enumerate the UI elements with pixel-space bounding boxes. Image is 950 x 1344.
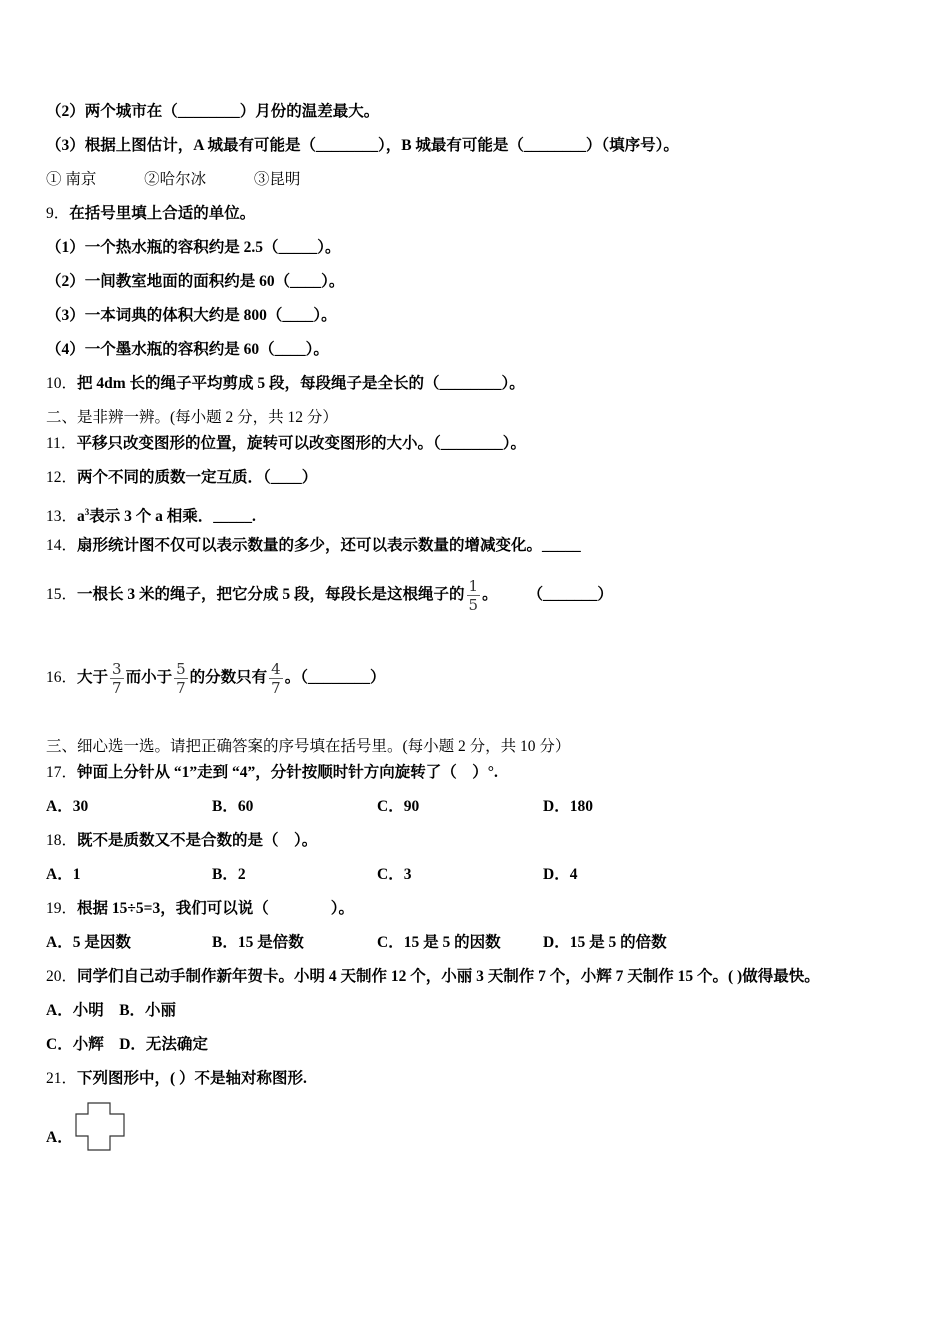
q19 [46, 899, 354, 919]
text-part: 的分数只有 [189, 669, 268, 686]
q21-option-a-label: A． [46, 1129, 73, 1146]
q19-option-a: A．5 是因数 [46, 934, 131, 951]
q19-option-b: B．15 是倍数 [212, 934, 304, 951]
fraction-numerator: 4 [271, 659, 281, 678]
q19-option-d: D．15 是 5 的倍数 [543, 934, 667, 951]
cross-shape-figure [74, 1102, 126, 1152]
q20-options-cd: C．小辉 D．无法确定 [46, 1036, 208, 1053]
question-number: 15． [46, 586, 78, 603]
question-number: 17． [46, 764, 78, 781]
q8-choice-3: ③昆明 [253, 171, 301, 188]
question-number: 19． [46, 900, 78, 917]
q16 [46, 658, 385, 698]
q18-option-b: B．2 [212, 866, 246, 883]
q17-option-a: A．30 [46, 798, 89, 815]
q17-option-c: C．90 [377, 798, 420, 815]
question-text: 钟面上分针从 “1”走到 “4”，分针按顺时针方向旋转了（ ）°. [77, 764, 498, 781]
question-number: 21． [46, 1070, 78, 1087]
q9-sub3: （3）一本词典的体积大约是 800（____）。 [46, 307, 337, 324]
question-number: 20． [46, 968, 78, 985]
text-part: 。（________） [284, 669, 386, 686]
question-pre: a [77, 508, 85, 526]
fraction-denominator: 7 [112, 678, 122, 697]
q17-option-b: B．60 [212, 798, 254, 815]
q17-option-d: D．180 [543, 798, 593, 815]
q17 [46, 763, 498, 783]
fraction-denominator: 5 [468, 595, 479, 614]
question-number: 9． [46, 205, 70, 222]
q12 [46, 468, 317, 488]
section-3-title: 三、细心选一选。请把正确答案的序号填在括号里。(每小题 2 分，共 10 分） [46, 738, 571, 755]
q10 [46, 374, 525, 394]
q8-choice-1: ① 南京 [46, 171, 97, 188]
question-tail: 。 [482, 586, 498, 603]
fraction-denominator: 7 [271, 678, 281, 697]
q8-choice-2: ②哈尔冰 [144, 171, 207, 188]
question-text: 表示 3 个 a 相乘．_____. [89, 508, 256, 526]
section-2-title: 二、是非辨一辨。(每小题 2 分，共 12 分） [46, 409, 338, 426]
q20 [46, 967, 820, 987]
question-text: 两个不同的质数一定互质．（____） [77, 469, 318, 486]
q9-sub4: （4）一个墨水瓶的容积约是 60（____）。 [46, 341, 329, 358]
q8-part3: （3）根据上图估计，A 城最有可能是（________），B 城最有可能是（________）（填序号）。 [46, 137, 679, 154]
q13 [46, 502, 256, 527]
q9-sub1: （1）一个热水瓶的容积约是 2.5（_____）。 [46, 239, 341, 256]
question-number: 14． [46, 537, 78, 554]
question-text: 一根长 3 米的绳子，把它分成 5 段，每段长是这根绳子的 [77, 586, 465, 603]
question-text: 同学们自己动手制作新年贺卡。小明 4 天制作 12 个，小丽 3 天制作 7 个，小辉 7 天制作 15 个。( )做得最快。 [77, 968, 820, 985]
question-number: 16． [46, 669, 78, 686]
question-number: 13． [46, 508, 78, 526]
fraction [269, 660, 283, 697]
question-text: 在括号里填上合适的单位。 [69, 205, 256, 222]
answer-blank: （_______） [527, 586, 613, 603]
text-part: 大于 [77, 669, 109, 686]
question-text: 下列图形中，( ）不是轴对称图形. [77, 1070, 307, 1087]
question-number: 18． [46, 832, 78, 849]
fraction-denominator: 7 [176, 678, 186, 697]
text-part: 而小于 [125, 669, 173, 686]
question-text: 扇形统计图不仅可以表示数量的多少，还可以表示数量的增减变化。_____ [77, 537, 581, 554]
question-text: 平移只改变图形的位置，旋转可以改变图形的大小。（________）。 [76, 435, 526, 452]
q9-sub2: （2）一间教室地面的面积约是 60（____）。 [46, 273, 345, 290]
question-number: 12． [46, 469, 78, 486]
q9-stem [46, 204, 255, 224]
question-text: 根据 15÷5=3，我们可以说（ ）。 [77, 900, 354, 917]
q11 [46, 434, 526, 454]
q15 [46, 575, 613, 615]
q20-options-ab: A．小明 B．小丽 [46, 1002, 177, 1019]
q18-option-c: C．3 [377, 866, 412, 883]
fraction [467, 577, 481, 614]
exponent: 3 [84, 507, 90, 517]
question-number: 10． [46, 375, 78, 392]
fraction-numerator: 3 [112, 659, 122, 678]
fraction-numerator: 1 [468, 576, 479, 595]
q8-choices [46, 170, 300, 190]
q8-part2: （2）两个城市在（________）月份的温差最大。 [46, 103, 380, 120]
q21 [46, 1069, 307, 1089]
question-text: 把 4dm 长的绳子平均剪成 5 段，每段绳子是全长的（________）。 [77, 375, 525, 392]
question-number: 11． [46, 435, 77, 452]
q18-option-a: A．1 [46, 866, 81, 883]
q18-option-d: D．4 [543, 866, 578, 883]
fraction-numerator: 5 [176, 659, 186, 678]
fraction [174, 660, 188, 697]
question-text: 既不是质数又不是合数的是（ ）。 [77, 832, 318, 849]
q19-option-c: C．15 是 5 的因数 [377, 934, 501, 951]
fraction [110, 660, 124, 697]
q18 [46, 831, 317, 851]
q14 [46, 536, 581, 556]
